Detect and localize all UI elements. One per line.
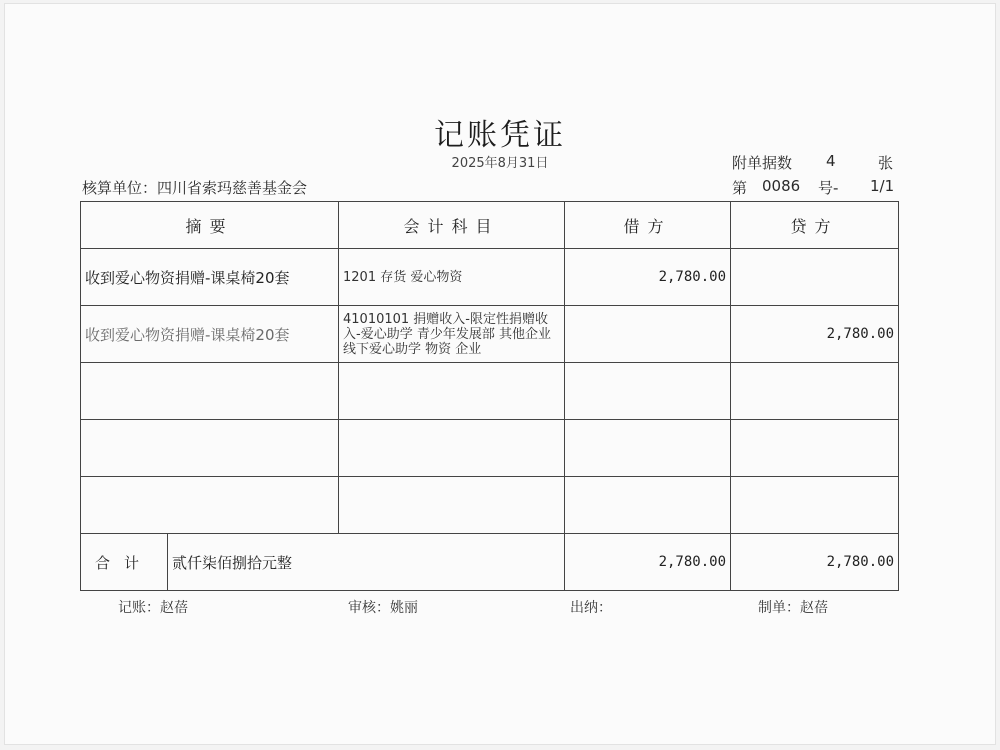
voucher-title: 记账凭证: [434, 118, 566, 153]
attachments-count: 4: [826, 152, 836, 170]
row-debit: 2,780.00: [565, 249, 731, 306]
voucher-number-prefix: 第: [732, 179, 748, 197]
footer-reviewer: [348, 597, 418, 617]
row-debit: [565, 363, 731, 420]
table-row: [81, 477, 899, 534]
voucher-number: 0086: [762, 177, 801, 195]
row-account: [339, 420, 565, 477]
preparer-label: 制单：: [758, 600, 800, 616]
row-account: 41010101 捐赠收入-限定性捐赠收入-爱心助学 青少年发展部 其他企业 线下爱心助学 物资 企业: [339, 306, 565, 363]
total-label: 合计: [81, 534, 168, 590]
row-summary: [81, 363, 339, 420]
row-summary: 收到爱心物资捐赠-课桌椅20套: [81, 249, 339, 306]
voucher-table: [80, 201, 899, 591]
row-credit: [731, 477, 899, 534]
reviewer-name: 姚丽: [390, 600, 418, 616]
table-row: [81, 420, 899, 477]
row-summary: 收到爱心物资捐赠-课桌椅20套: [81, 306, 339, 363]
attachments-label: 附单据数: [732, 154, 793, 172]
row-summary: [81, 420, 339, 477]
row-credit: 2,780.00: [731, 306, 899, 363]
table-header-row: [81, 202, 899, 249]
footer-bookkeeper: [118, 597, 188, 617]
table-row: [81, 363, 899, 420]
row-debit: [565, 477, 731, 534]
attachments-unit: 张: [878, 154, 894, 172]
voucher-date: 2025年8月31日: [451, 156, 549, 171]
table-row: [81, 306, 899, 363]
row-debit: [565, 306, 731, 363]
header-account: 会计科目: [339, 202, 565, 249]
row-credit: [731, 249, 899, 306]
row-account: [339, 363, 565, 420]
row-debit: [565, 420, 731, 477]
accounting-unit: [82, 177, 307, 198]
header-debit: 借方: [565, 202, 731, 249]
total-cell: [81, 534, 565, 591]
row-credit: [731, 420, 899, 477]
total-credit: 2,780.00: [731, 534, 899, 591]
table-row: [81, 249, 899, 306]
total-debit: 2,780.00: [565, 534, 731, 591]
footer-preparer: [758, 597, 828, 617]
preparer-name: 赵蓓: [800, 600, 828, 616]
cashier-label: 出纳：: [570, 600, 612, 616]
row-credit: [731, 363, 899, 420]
total-amount-in-words: 贰仟柒佰捌拾元整: [172, 553, 293, 572]
bookkeeper-label: 记账：: [118, 600, 160, 616]
voucher-page: 1/1: [870, 177, 895, 195]
row-summary: [81, 477, 339, 534]
voucher-number-suffix: 号-: [818, 179, 839, 197]
reviewer-label: 审核：: [348, 600, 390, 616]
footer-cashier: [570, 597, 612, 617]
attachments-info: [732, 152, 792, 173]
total-row: [81, 534, 899, 591]
header-credit: 贷方: [731, 202, 899, 249]
row-account: [339, 477, 565, 534]
unit-name: 四川省索玛慈善基金会: [157, 179, 308, 197]
unit-label: 核算单位：: [82, 179, 158, 197]
bookkeeper-name: 赵蓓: [160, 600, 188, 616]
header-summary: 摘要: [81, 202, 339, 249]
row-account: 1201 存货 爱心物资: [339, 249, 565, 306]
